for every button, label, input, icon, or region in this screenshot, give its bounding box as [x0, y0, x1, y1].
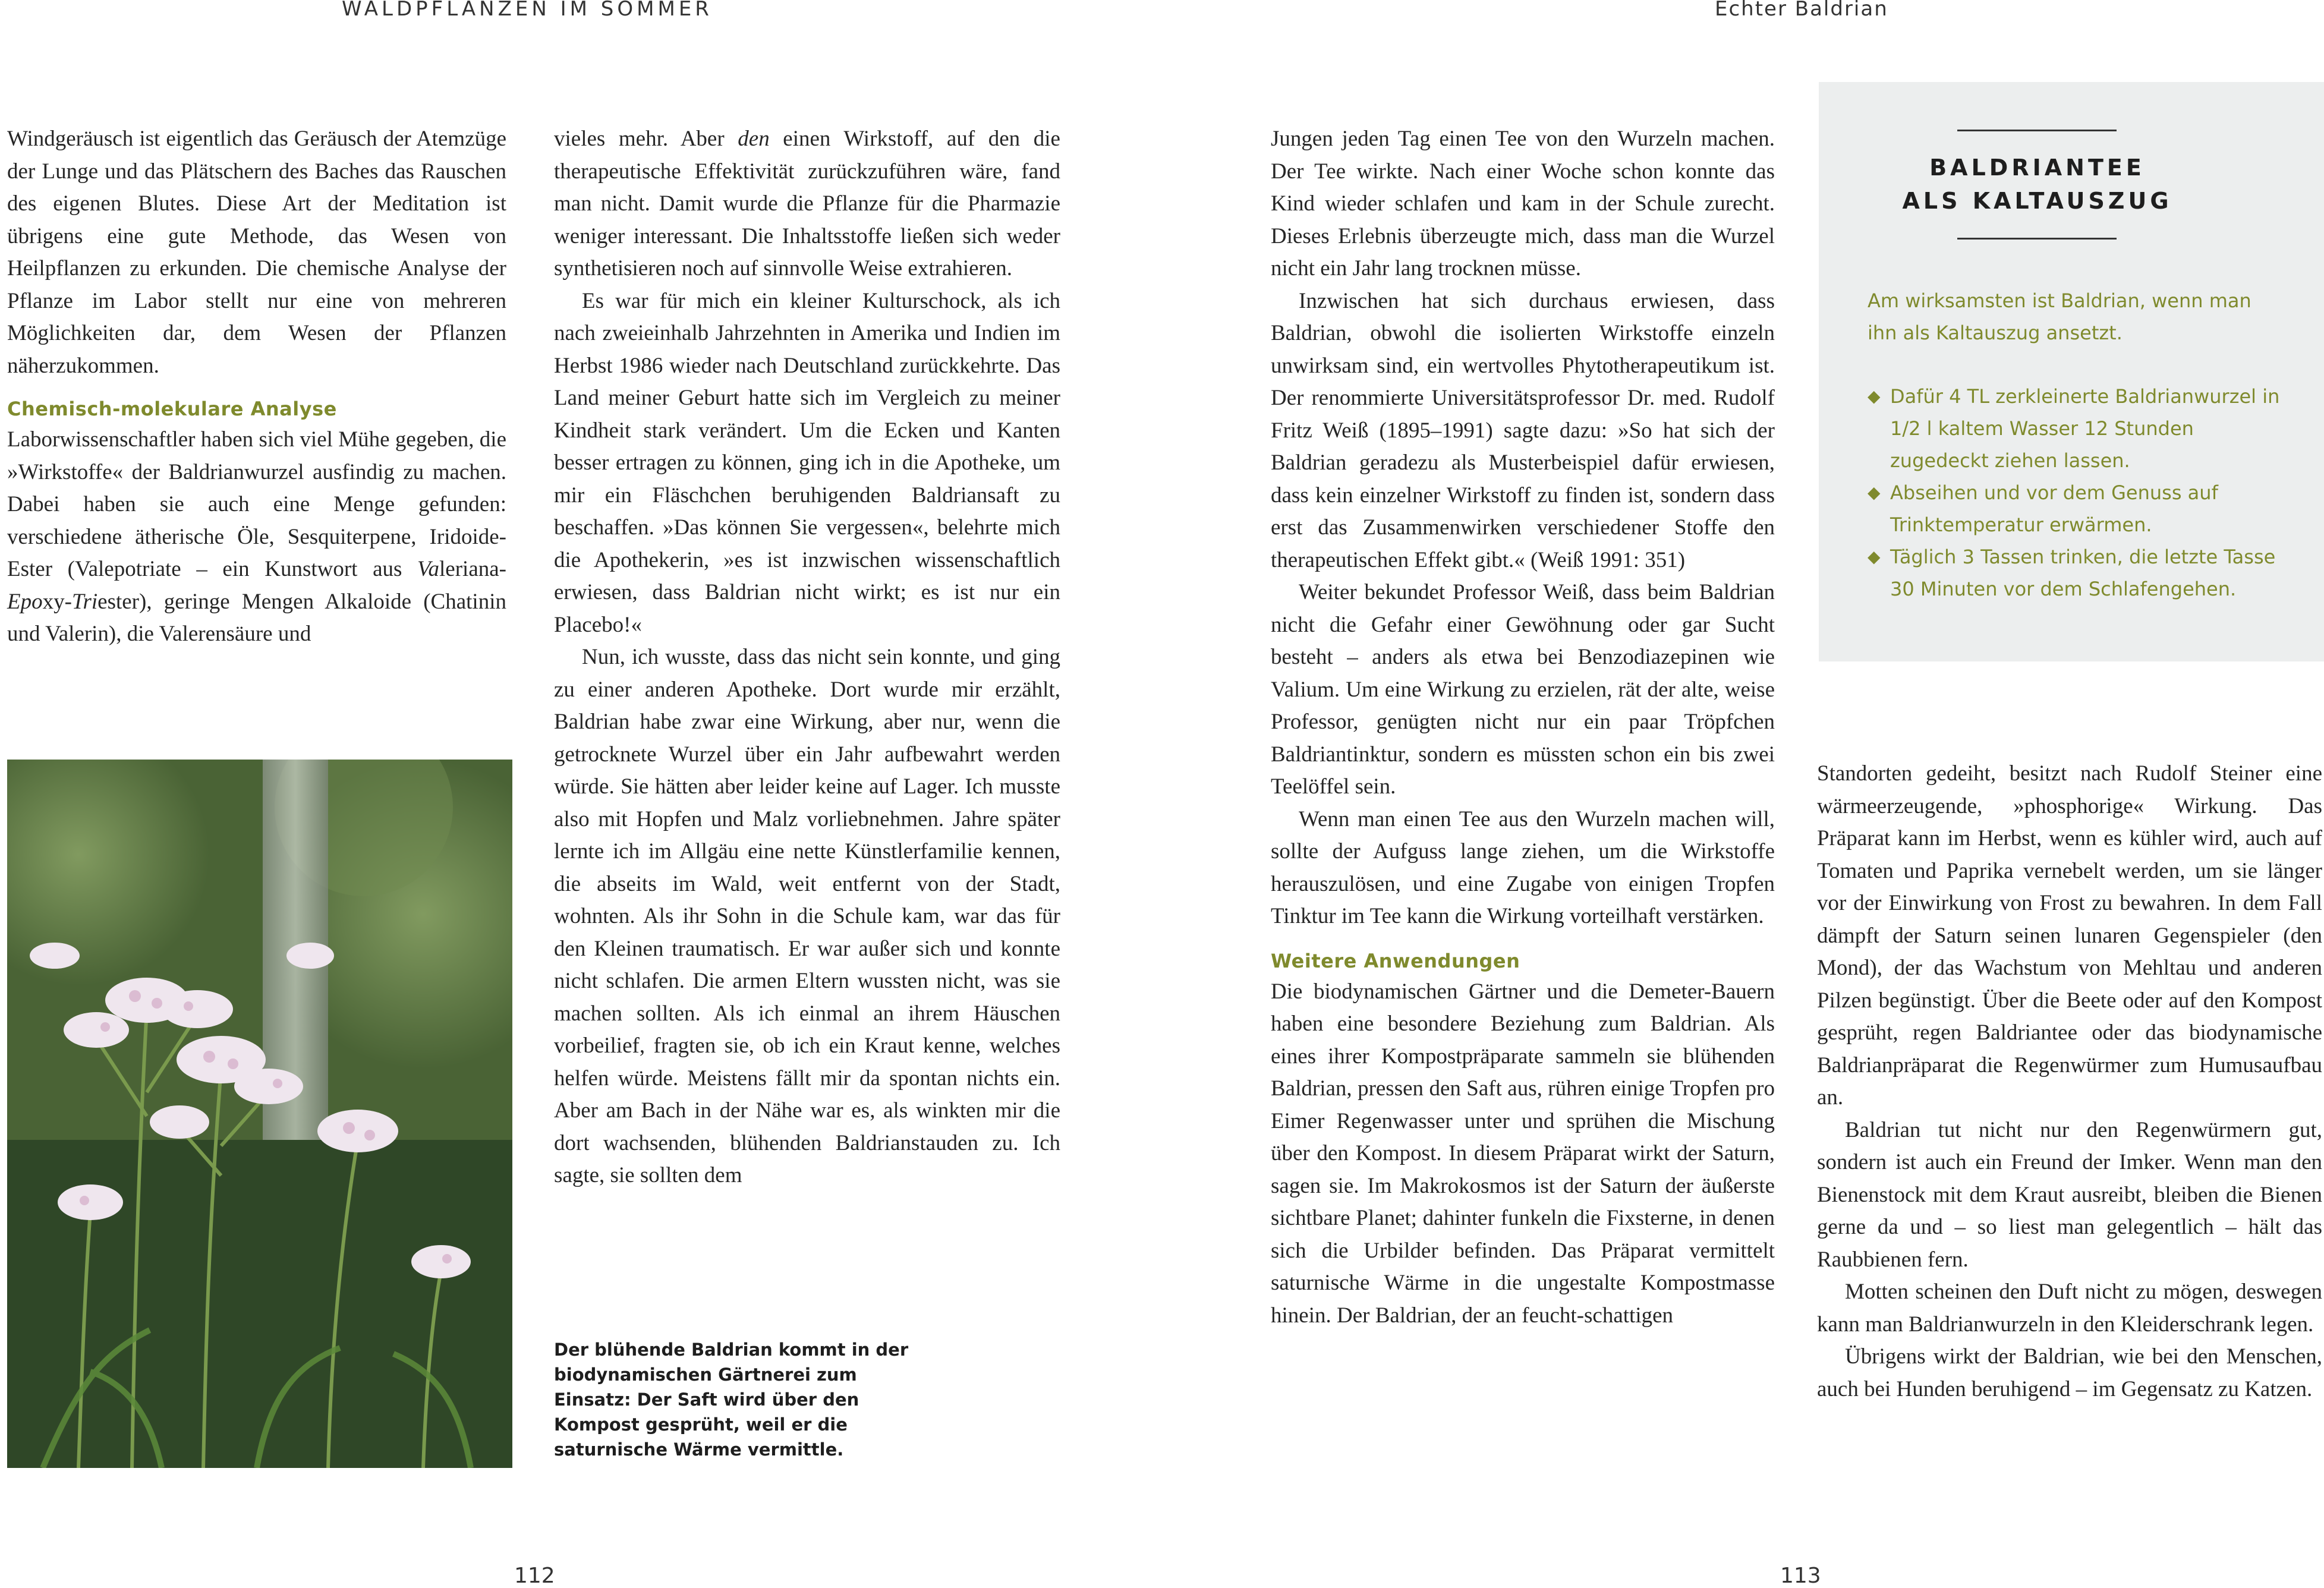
paragraph: Laborwissenschaftler haben sich viel Mühe gegeben, die »Wirkstoffe« der Baldrianwurzel ausfindig zu machen. Dabei haben sie auch eine Menge gefunden: verschiedene ätherische Öle, Sesquiterpene, Iridoide-Ester (Valepotriate – ein Kunstwort aus Valeriana-Epoxy-Triester), geringe Mengen Alkaloide (Chatinin und Valerin), die Valerensäure und	[7, 427, 506, 646]
section-heading: Weitere Anwendungen	[1271, 949, 1520, 972]
recipe-box	[1819, 82, 2324, 661]
paragraph: Übrigens wirkt der Baldrian, wie bei den Menschen, auch bei Hunden beruhigend – im Gegensatz zu Katzen.	[1817, 1344, 2322, 1401]
paragraph: Standorten gedeiht, besitzt nach Rudolf Steiner eine wärmeerzeugende, »phosphorige« Wirkung. Das Präparat kann im Herbst, wenn es kühler wird, auch auf Tomaten und Paprika vernebelt werden, um sie länger vor der Einwirkung von Frost zu bewahren. In dem Fall dämpft der Saturn seinen lunaren Gegenspieler (den Mond), der das Wachstum von Mehltau und anderen Pilzen begünstigt. Über die Beete oder auf den Kompost gesprüht, regen Baldriantee oder das biodynamische Baldrianpräparat die Regenwürmer zum Humusaufbau an.	[1817, 761, 2322, 1110]
list-item: ◆ Täglich 3 Tassen trinken, die letzte Tasse 30 Minuten vor dem Schlafengehen.	[1868, 541, 2295, 605]
running-head-right: Echter Baldrian	[1715, 0, 1888, 21]
paragraph: Weiter bekundet Professor Weiß, dass beim Baldrian nicht die Gefahr einer Gewöhnung oder gar Sucht besteht – anders als etwa bei Benzodiazepinen wie Valium. Um eine Wirkung zu erzielen, rät der alte, weise Professor, genügten nicht nur ein paar Tröpfchen Baldriantinktur, sondern es müssten schon ein bis zwei Teelöffel sein.	[1271, 580, 1775, 799]
box-rule-top	[1957, 130, 2117, 131]
valerian-plant-illustration	[7, 760, 512, 1468]
text-column-4	[1817, 758, 2322, 1406]
box-list	[1868, 380, 2295, 605]
text-column-2	[554, 123, 1060, 1192]
page-number-left: 112	[514, 1564, 555, 1588]
paragraph: Nun, ich wusste, dass das nicht sein konnte, und ging zu einer anderen Apotheke. Dort wurde mir erzählt, Baldrian habe zwar eine Wirkung, aber nur, wenn die getrocknete Wurzel über ein Jahr aufbewahrt werden würde. Sie hätten aber leider keine auf Lager. Ich musste also mit Hopfen und Malz vorliebnehmen. Jahre später lernte ich im Allgäu eine nette Künstlerfamilie kennen, die abseits im Wald, weit entfernt von der Stadt, wohnten. Als ihr Sohn in die Schule kam, war das für den Kleinen traumatisch. Er war außer sich und konnte nicht schlafen. Die armen Eltern wussten nicht, was sie machen sollten. Als ich einmal an ihrem Häuschen vorbeilief, fragten sie, ob ich ein Kraut kenne, welches helfen würde. Meistens fällt mir da spontan nichts ein. Aber am Bach in der Nähe war es, als winkten mir die dort wachsenden, blühenden Baldrianstauden zu. Ich sagte, sie sollten dem	[554, 645, 1060, 1187]
text-column-1	[7, 123, 506, 651]
paragraph: Baldrian tut nicht nur den Regenwürmern gut, sondern ist auch ein Freund der Imker. Wenn man den Bienenstock mit dem Kraut ausreibt, bleiben die Bienen gerne da und – so liest man gelegentlich – hält das Raubbienen fern.	[1817, 1117, 2322, 1272]
diamond-bullet-icon: ◆	[1868, 483, 1881, 502]
list-item: ◆ Dafür 4 TL zerkleinerte Baldrianwurzel in 1/2 l kaltem Wasser 12 Stunden zugedeckt ziehen lassen.	[1868, 380, 2295, 477]
photo-caption: Der blühende Baldrian kommt in der biodynamischen Gärtnerei zum Einsatz: Der Saft wird über den Kompost gesprüht, weil er die saturnische Wärme vermittle.	[554, 1340, 909, 1460]
running-head-left: WALDPFLANZEN IM SOMMER	[342, 0, 713, 21]
paragraph: vieles mehr. Aber den einen Wirkstoff, auf den die therapeutische Effektivität zurückzuführen wäre, fand man nicht. Damit wurde die Pflanze für die Pharmazie weniger interessant. Die Inhaltsstoffe ließen sich weder synthetisieren noch auf sinnvolle Weise extrahieren.	[554, 127, 1060, 281]
page-number-right: 113	[1780, 1564, 1821, 1588]
paragraph: Es war für mich ein kleiner Kulturschock, als ich nach zweieinhalb Jahrzehnten in Amerika und Indien im Herbst 1986 wieder nach Deutschland zurückkehrte. Das Land meiner Geburt hatte sich im Vergleich zu meiner Kindheit stark verändert. Um die Ecken und Kanten besser ertragen zu können, ging ich in die Apotheke, um mir ein Fläschchen beruhigenden Baldriansaft zu beschaffen. »Das können Sie vergessen«, belehrte mich die Apothekerin, »es ist inzwischen wissenschaftlich erwiesen, dass Baldrian nicht wirkt; es ist nur ein Placebo!«	[554, 288, 1060, 637]
section-heading: Chemisch-molekulare Analyse	[7, 398, 337, 420]
box-title: BALDRIANTEE ALS KALTAUSZUG	[1902, 155, 2172, 214]
list-item: ◆ Abseihen und vor dem Genuss auf Trinktemperatur erwärmen.	[1868, 477, 2295, 541]
paragraph: Wenn man einen Tee aus den Wurzeln machen will, sollte der Aufguss lange ziehen, um die Wirkstoffe herauszulösen, und eine Zugabe von einigen Tropfen Tinktur im Tee kann die Wirkung vorteilhaft verstärken.	[1271, 806, 1775, 928]
diamond-bullet-icon: ◆	[1868, 547, 1881, 566]
valerian-photo	[7, 760, 512, 1468]
paragraph: Jungen jeden Tag einen Tee von den Wurzeln machen. Der Tee wirkte. Nach einer Woche schon konnte das Kind wieder schlafen und kam in der Schule zurecht. Dieses Erlebnis überzeugte mich, dass man die Wurzel nicht ein Jahr lang trocknen müsse.	[1271, 127, 1775, 281]
paragraph: Motten scheinen den Duft nicht zu mögen, deswegen kann man Baldrianwurzeln in den Kleiderschrank legen.	[1817, 1280, 2322, 1337]
diamond-bullet-icon: ◆	[1868, 386, 1881, 406]
text-column-3	[1271, 123, 1775, 1332]
box-rule-bottom	[1957, 238, 2117, 240]
paragraph: Die biodynamischen Gärtner und die Demeter-Bauern haben eine besondere Beziehung zum Baldrian. Als eines ihrer Kompostpräparate sammeln sie blühenden Baldrian, pressen den Saft aus, rühren einige Tropfen pro Eimer Regenwasser unter und sprühen die Mischung über den Kompost. In diesem Präparat wirkt der Saturn, sagen sie. Im Makrokosmos ist der Saturn der äußerste sichtbare Planet; dahinter funkeln die Fixsterne, in denen sich die Urbilder befinden. Das Präparat vermittelt saturnische Wärme in die ungestalte Kompostmasse hinein. Der Baldrian, der an feucht-schattigen	[1271, 979, 1775, 1328]
paragraph: Inzwischen hat sich durchaus erwiesen, dass Baldrian, obwohl die isolierten Wirkstoffe einzeln unwirksam sind, ein wertvolles Phytotherapeutikum ist. Der renommierte Universitätsprofessor Dr. med. Rudolf Fritz Weiß (1895–1991) sagte dazu: »So hat sich der Baldrian geradezu als Musterbeispiel dafür erwiesen, dass kein einzelner Wirkstoff zu finden ist, sondern dass erst das Zusammenwirken verschiedener Stoffe den therapeutischen Effekt gibt.« (Weiß 1991: 351)	[1271, 288, 1775, 572]
box-intro: Am wirksamsten ist Baldrian, wenn man ihn als Kaltauszug ansetzt.	[1868, 289, 2251, 344]
paragraph: Windgeräusch ist eigentlich das Geräusch der Atemzüge der Lunge und das Plätschern des Baches das Rauschen des eigenen Blutes. Diese Art der Meditation ist übrigens eine gute Methode, das Wesen von Heilpflanzen zu erkunden. Die chemische Analyse der Pflanze im Labor stellt nur eine von mehreren Möglichkeiten dar, dem Wesen der Pflanzen näherzukommen.	[7, 127, 506, 378]
